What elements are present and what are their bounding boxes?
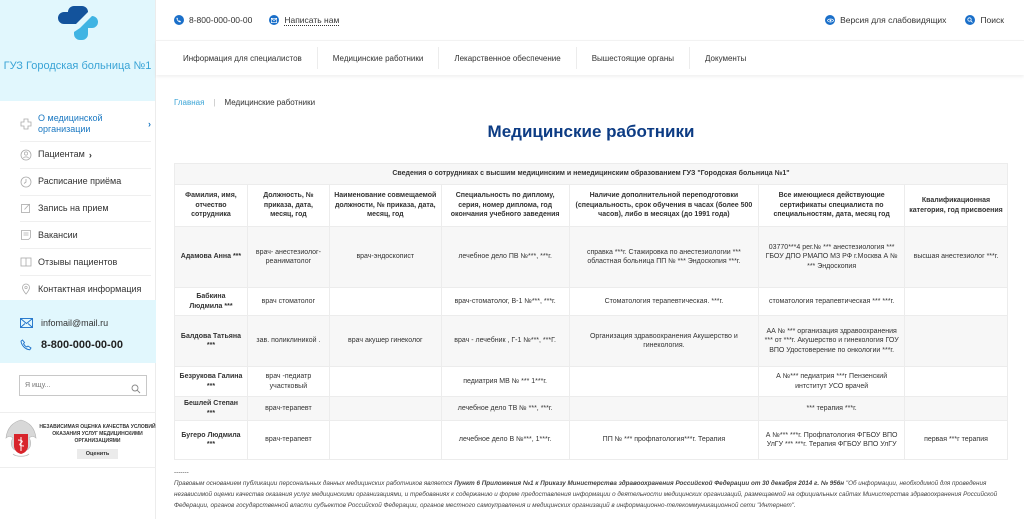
cell-diploma: врач - лечебник , Г-1 №***, ***Г.: [441, 316, 569, 367]
eye-icon: [825, 15, 835, 25]
cell-category: [905, 316, 1008, 367]
cell-name: Бугеро Людмила ***: [175, 421, 248, 460]
header-phone[interactable]: [174, 15, 252, 25]
table-row: [175, 227, 1008, 288]
breadcrumb: [174, 98, 1008, 107]
footnote-text-start: Правовым основанием публикации персональных данных медицинских работников является: [174, 480, 455, 487]
column-header: Квалификационная категория, год присвоения: [905, 185, 1008, 227]
cell-retraining: [569, 367, 759, 397]
cell-category: [905, 367, 1008, 397]
cell-retraining: ПП № *** профпатология***г. Терапия: [569, 421, 759, 460]
cell-diploma: врач-стоматолог, В-1 №***, ***г.: [441, 288, 569, 316]
cell-retraining: справка ***г. Стажировка по анестезиологии *** областная больница ПП № *** Эндоскопия ***г.: [569, 227, 759, 288]
logo[interactable]: [0, 0, 155, 101]
clock-icon: [20, 176, 32, 188]
column-header: Все имеющиеся действующие сертификаты специалиста по специальностям, дата, месяц год: [759, 185, 905, 227]
table-row: [175, 397, 1008, 421]
cell-combined-position: врач-эндоскопист: [329, 227, 441, 288]
cell-combined-position: [329, 397, 441, 421]
accessibility-version-link[interactable]: [825, 15, 946, 25]
person-circle-icon: [20, 149, 32, 161]
rate-button[interactable]: Оценить: [77, 449, 119, 459]
rating-text-block: [39, 422, 156, 459]
legal-footnote: [174, 467, 1008, 511]
breadcrumb-separator: |: [213, 98, 216, 107]
cell-position: врач стоматолог: [247, 288, 329, 316]
hospital-cross-logo-icon: [56, 4, 100, 48]
sidebar-item-label: Пациентам: [38, 149, 85, 160]
staff-table: [174, 163, 1008, 460]
cell-certificates: А №*** педиатрия ***г Пензенский интститут УСО врачей: [759, 367, 905, 397]
table-caption: Сведения о сотрудниках с высшим медицинским и немедицинским образованием ГУЗ "Городская больница №1": [175, 164, 1008, 185]
header-search-link[interactable]: [965, 15, 1004, 25]
footnote-legal-reference: Пункт 6 Приложения №1 к Приказу Министерства здравоохранения Российской Федерации от 30 декабря 2014 г. № 956н: [454, 480, 845, 487]
main-content: [174, 90, 1008, 509]
footnote-text-end: "Об информации, необходимой для проведения независимой оценки качества оказания услуг медицинскими организациями, и требованиях к содержанию и форме предоставления информации о деятельности медицинских организаций, размещаемой на официальных сайтах Министерства здравоохранения Российской Федерации, органов государственной власти субъектов Российской Федерации, органов местного самоуправления и медицинских организаций в информационно-телекоммуникационной сети "Интернет".: [174, 480, 998, 509]
cell-combined-position: [329, 288, 441, 316]
sidebar-item-about[interactable]: [20, 106, 151, 142]
cell-certificates: АА № *** организация здравоохранения *** от ***г. Акушерство и гинекология ГОУ ВПО Удостоверение по онкологии ***г.: [759, 316, 905, 367]
table-row: [175, 288, 1008, 316]
chevron-right-icon: ›: [88, 149, 92, 160]
phone-icon: [20, 339, 34, 351]
cell-diploma: лечебное дело ПВ №***, ***г.: [441, 227, 569, 288]
envelope-icon: [269, 15, 279, 25]
write-us-link[interactable]: [269, 15, 339, 26]
main-menu: [156, 40, 1024, 75]
logo-title: ГУЗ Городская больница №1: [3, 60, 152, 72]
cell-name: Балдова Татьяна ***: [175, 316, 248, 367]
sidebar-item-vacancies[interactable]: [20, 222, 151, 249]
table-row: [175, 367, 1008, 397]
column-header: Фамилия, имя, отчество сотрудника: [175, 185, 248, 227]
cell-retraining: Стоматология терапевтическая. ***г.: [569, 288, 759, 316]
sidebar-item-label: Расписание приёма: [38, 176, 122, 187]
envelope-icon: [20, 318, 34, 328]
column-header: Наличие дополнительной переподготовки (специальность, срок обучения в часах (более 500 часов), либо в месяцах (до 1991 года): [569, 185, 759, 227]
cell-certificates: А №*** ***г. Профпатология ФГБОУ ВПО УлГУ *** ***г. Терапия ФГБОУ ВПО УлГУ: [759, 421, 905, 460]
cell-position: зав. поликлиникой .: [247, 316, 329, 367]
rating-description: НЕЗАВИСИМАЯ ОЦЕНКА КАЧЕСТВА УСЛОВИЙ ОКАЗАНИЯ УСЛУГ МЕДИЦИНСКИМИ ОРГАНИЗАЦИЯМИ: [39, 423, 156, 444]
accessibility-version-label: Версия для слабовидящих: [840, 15, 947, 25]
menu-item-specialists[interactable]: Информация для специалистов: [156, 47, 318, 69]
cell-name: Бешлей Степан ***: [175, 397, 248, 421]
cell-position: врач -педиатр участковый: [247, 367, 329, 397]
table-header-row: [175, 185, 1008, 227]
menu-item-documents[interactable]: Документы: [705, 53, 747, 63]
sidebar-search-input[interactable]: [25, 382, 131, 389]
column-header: Должность, № приказа, дата, месяц, год: [247, 185, 329, 227]
menu-item-higher-authorities[interactable]: Вышестоящие органы: [577, 47, 690, 69]
menu-item-medical-staff[interactable]: Медицинские работники: [318, 47, 440, 69]
table-caption-row: [175, 164, 1008, 185]
contact-email[interactable]: infomail@mail.ru: [41, 318, 109, 328]
column-header: Наименование совмещаемой должности, № приказа, дата, месяц, год: [329, 185, 441, 227]
sidebar-search: [19, 375, 147, 396]
header-phone-number: 8-800-000-00-00: [189, 15, 253, 25]
contact-box: [0, 300, 156, 363]
cell-name: Бабкина Людмила ***: [175, 288, 248, 316]
cell-name: Безрукова Галина ***: [175, 367, 248, 397]
header-search-label: Поиск: [980, 15, 1004, 25]
cell-combined-position: врач акушер гинеколог: [329, 316, 441, 367]
quality-rating-banner: [0, 412, 156, 468]
book-icon: [20, 256, 32, 268]
contact-phone[interactable]: 8-800-000-00-00: [41, 339, 123, 351]
menu-item-drug-supply[interactable]: Лекарственное обеспечение: [439, 47, 576, 69]
sidebar-item-label: Отзывы пациентов: [38, 256, 118, 267]
sidebar-nav: [0, 101, 155, 303]
sidebar: [0, 0, 156, 519]
cell-retraining: [569, 397, 759, 421]
sidebar-item-label: О медицинской организации: [38, 112, 103, 134]
footnote-separator: -------: [174, 469, 189, 476]
phone-icon: [174, 15, 184, 25]
cell-position: врач- анестезиолог-реаниматолог: [247, 227, 329, 288]
table-row: [175, 316, 1008, 367]
breadcrumb-home[interactable]: Главная: [174, 98, 205, 107]
sidebar-item-appointment[interactable]: [20, 196, 151, 223]
sidebar-item-contacts[interactable]: [20, 276, 151, 303]
write-us-label: Написать нам: [284, 14, 340, 25]
cell-category: [905, 397, 1008, 421]
cell-category: первая ***г терапия: [905, 421, 1008, 460]
cell-position: врач-терапевт: [247, 421, 329, 460]
contact-phone-row[interactable]: [20, 334, 156, 356]
ministry-emblem-icon: [3, 416, 39, 464]
location-pin-icon: [20, 283, 32, 295]
table-row: [175, 421, 1008, 460]
sidebar-item-label: Контактная информация: [38, 283, 142, 294]
page-title: Медицинские работники: [487, 122, 695, 141]
cell-diploma: лечебное дело В №***, 1***г.: [441, 421, 569, 460]
breadcrumb-current: Медицинские работники: [224, 98, 316, 107]
cell-position: врач-терапевт: [247, 397, 329, 421]
cross-outline-icon: [20, 118, 32, 130]
contact-email-row[interactable]: [20, 312, 156, 334]
cell-combined-position: [329, 421, 441, 460]
cell-certificates: стоматология терапевтическая *** ***г.: [759, 288, 905, 316]
search-icon: [965, 15, 975, 25]
cell-retraining: Организация здравоохранения Акушерство и гинекология.: [569, 316, 759, 367]
document-icon: [20, 229, 32, 241]
cell-certificates: 03770***4 рег.№ *** анестезиология *** ГБОУ ДПО РМАПО МЗ РФ г.Москва А № *** Эндоскопия: [759, 227, 905, 288]
cell-category: высшая анестезиолог ***г.: [905, 227, 1008, 288]
sidebar-item-label: Запись на прием: [38, 202, 109, 213]
sidebar-item-reviews[interactable]: [20, 249, 151, 276]
cell-diploma: педиатрия МВ № *** 1***г.: [441, 367, 569, 397]
cell-combined-position: [329, 367, 441, 397]
search-icon[interactable]: [131, 381, 141, 391]
sidebar-item-label: Вакансии: [38, 229, 78, 240]
cell-diploma: лечебное дело ТВ № ***, ***г.: [441, 397, 569, 421]
column-header: Специальность по диплому, серия, номер диплома, год окончания учебного заведения: [441, 185, 569, 227]
cell-category: [905, 288, 1008, 316]
top-bar-right: [825, 15, 1024, 25]
edit-note-icon: [20, 202, 32, 214]
cell-name: Адамова Анна ***: [175, 227, 248, 288]
top-bar: [156, 0, 1024, 40]
cell-certificates: *** терапия ***г.: [759, 397, 905, 421]
sidebar-item-schedule[interactable]: [20, 169, 151, 196]
sidebar-item-patients[interactable]: [20, 142, 151, 169]
chevron-right-icon: ›: [148, 118, 151, 129]
